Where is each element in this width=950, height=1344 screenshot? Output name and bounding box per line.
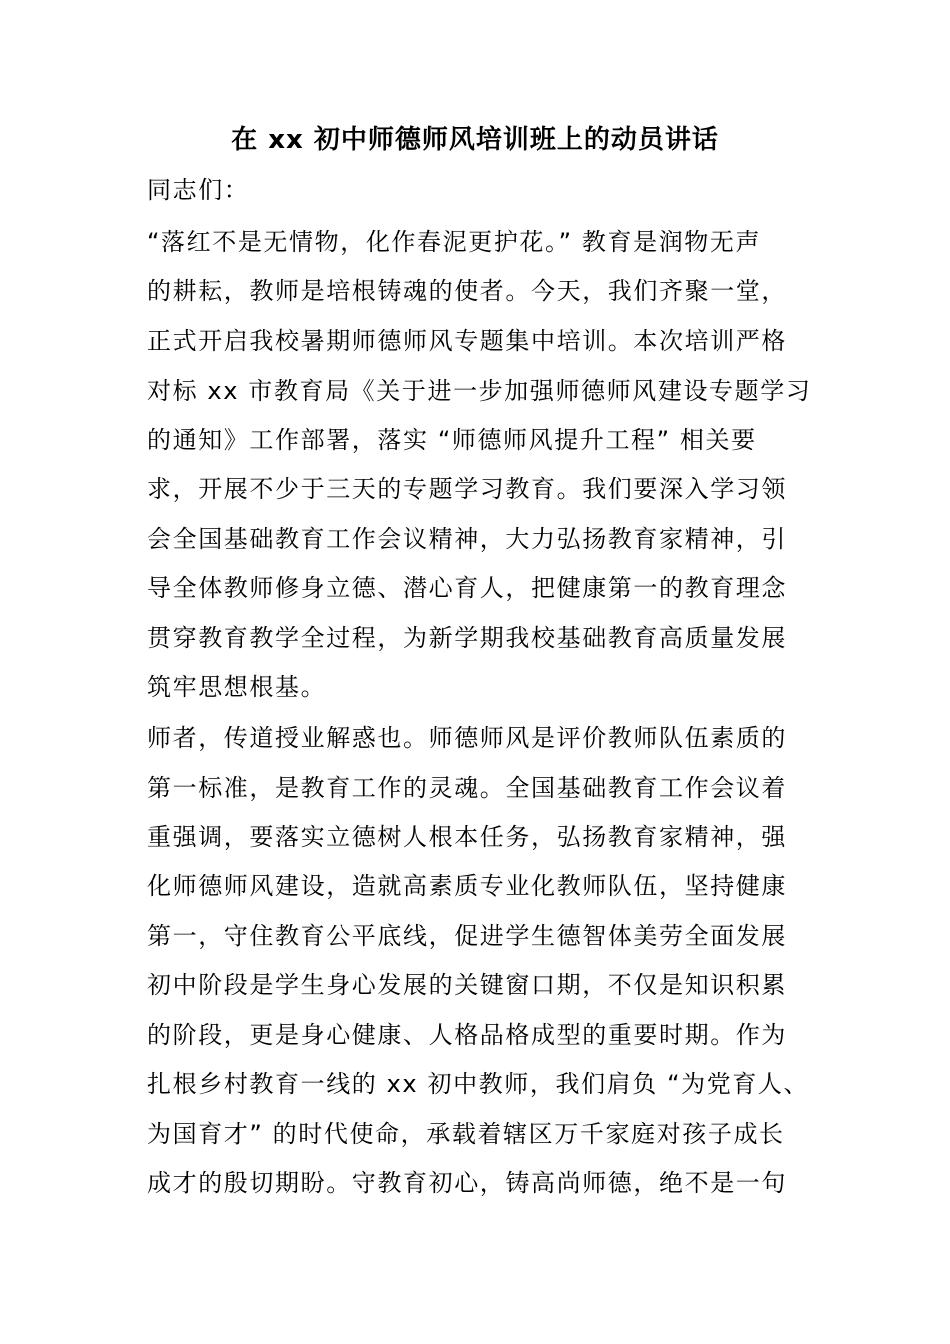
body-line: 会全国基础教育工作会议精神，大力弘扬教育家精神，引 xyxy=(147,525,787,553)
body-line: 化师德师风建设，造就高素质专业化教师队伍，坚持健康 xyxy=(147,872,787,900)
body-line: 第一标准，是教育工作的灵魂。全国基础教育工作会议着 xyxy=(147,774,787,802)
body-line: 贯穿教育教学全过程，为新学期我校基础教育高质量发展 xyxy=(147,624,787,652)
body-line: 筑牢思想根基。 xyxy=(147,673,327,701)
body-line: 第一，守住教育公平底线，促进学生德智体美劳全面发展 xyxy=(147,922,787,950)
body-line: 扎根乡村教育一线的 xx 初中教师，我们肩负 “为党育人、 xyxy=(147,1070,810,1098)
body-line: 的通知》工作部署，落实 “师德师风提升工程” 相关要 xyxy=(147,426,757,454)
document-title: 在 xx 初中师德师风培训班上的动员讲话 xyxy=(231,125,719,155)
body-line: 初中阶段是学生身心发展的关键窗口期，不仅是知识积累 xyxy=(147,971,787,999)
body-line: 的耕耘，教师是培根铸魂的使者。今天，我们齐聚一堂， xyxy=(147,277,787,305)
body-line: 的阶段，更是身心健康、人格品格成型的重要时期。作为 xyxy=(147,1021,787,1049)
body-line: 对标 xx 市教育局《关于进一步加强师德师风建设专题学习 xyxy=(147,377,812,405)
body-line: “落红不是无情物，化作春泥更护花。” 教育是润物无声 xyxy=(147,228,762,256)
body-line: 导全体教师修身立德、潜心育人，把健康第一的教育理念 xyxy=(147,574,787,602)
body-line: 正式开启我校暑期师德师风专题集中培训。本次培训严格 xyxy=(147,327,787,355)
body-line: 重强调，要落实立德树人根本任务，弘扬教育家精神，强 xyxy=(147,823,787,851)
body-line: 为国育才” 的时代使命，承载着辖区万千家庭对孩子成长 xyxy=(147,1120,785,1148)
body-line: 求，开展不少于三天的专题学习教育。我们要深入学习领 xyxy=(147,475,787,503)
salutation-line: 同志们： xyxy=(147,176,250,204)
body-line: 师者，传道授业解惑也。师德师风是评价教师队伍素质的 xyxy=(147,724,787,752)
body-line: 成才的殷切期盼。守教育初心，铸高尚师德，绝不是一句 xyxy=(147,1169,787,1197)
